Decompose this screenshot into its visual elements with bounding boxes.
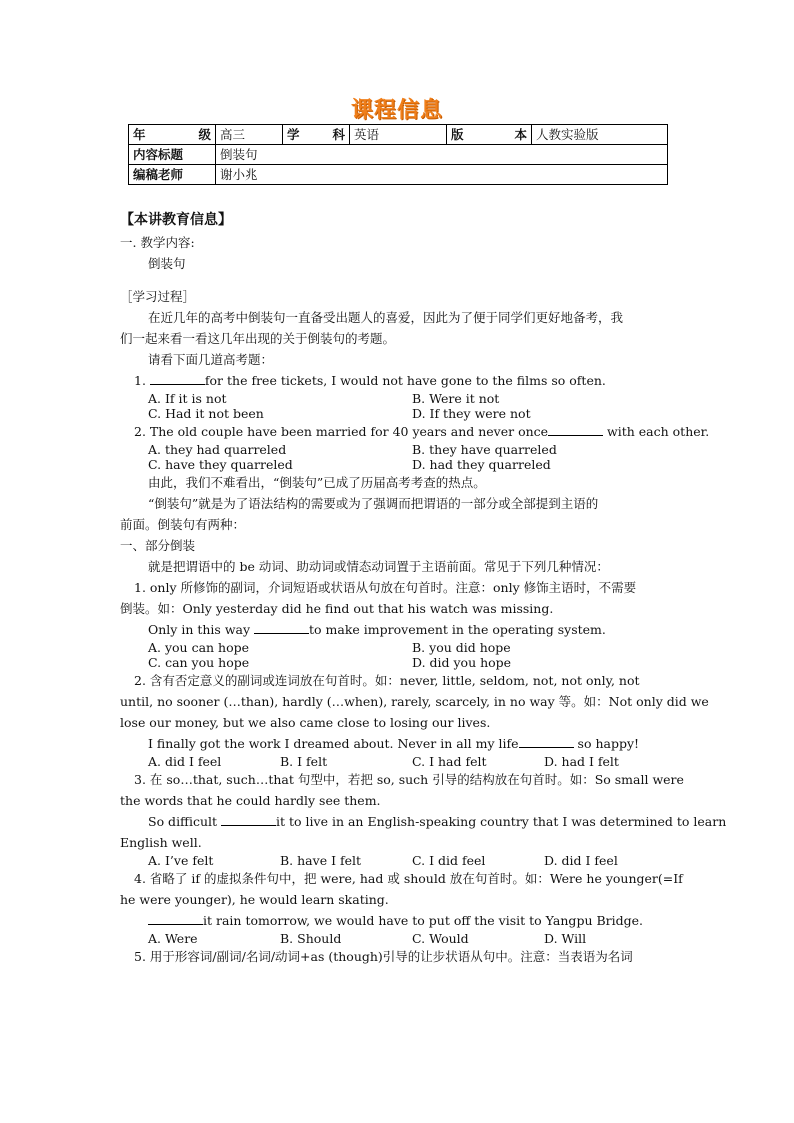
subject-value: 英语	[350, 125, 447, 145]
rule-5: 5. 用于形容词/副词/名词/动词+as (though)引导的让步状语从句中。注意：当表语为名词	[134, 949, 633, 964]
question: I finally got the work I dreamed about. Never in all my life so happy!	[148, 736, 640, 751]
options	[120, 853, 676, 868]
option: D. did you hope	[412, 655, 512, 670]
paragraph: 就是把谓语中的 be 动词、助动词或情态动词置于主语前面。常见于下列几种情况：	[148, 559, 609, 574]
rule-3: 3. 在 so…that, such…that 句型中，若把 so, such 引导的结构放在句首时。如：So small were	[134, 772, 684, 787]
edition-value: 人教实验版	[532, 125, 668, 145]
topic-value: 倒装句	[216, 145, 668, 165]
answer-blank	[150, 372, 205, 385]
option: B. have I felt	[280, 853, 362, 868]
question-continued: English well.	[120, 835, 202, 850]
question-1: 1. for the free tickets, I would not have gone to the films so often.	[134, 373, 606, 388]
edition-label: 版 本	[451, 127, 527, 142]
paragraph: 们一起来看一看这几年出现的关于倒装句的考题。	[120, 331, 396, 346]
option: B. you did hope	[412, 640, 511, 655]
section-content: 倒装句	[148, 256, 186, 271]
grade-label: 年 级	[133, 127, 211, 142]
answer-blank	[148, 912, 203, 925]
option: A. If it is not	[148, 391, 227, 406]
topic-label: 内容标题	[129, 145, 216, 165]
option: B. I felt	[280, 754, 328, 769]
paragraph: 请看下面几道高考题：	[148, 352, 274, 367]
teacher-value: 谢小兆	[216, 165, 668, 185]
table-row	[129, 125, 668, 145]
option: A. did I feel	[148, 754, 222, 769]
option: C. Would	[412, 931, 469, 946]
option: B. Should	[280, 931, 342, 946]
answer-blank	[254, 621, 309, 634]
option: D. had I felt	[544, 754, 619, 769]
paragraph: 由此，我们不难看出，“倒装句”已成了历届高考考查的热点。	[148, 475, 486, 490]
rule-2-text: until, no sooner (…than), hardly (…when), rarely, scarcely, in no way 等。如：Not only did we	[120, 694, 709, 709]
rule-2-text: lose our money, but we also came close to losing our lives.	[120, 715, 491, 730]
answer-blank	[221, 813, 276, 826]
table-row	[129, 145, 668, 165]
answer-blank	[519, 735, 574, 748]
paragraph: “倒装句”就是为了语法结构的需要或为了强调而把谓语的一部分或全部提到主语的	[148, 496, 599, 511]
part-title: 一、部分倒装	[120, 538, 196, 553]
subject-label: 学 科	[287, 127, 345, 142]
options	[120, 931, 676, 946]
option: D. did I feel	[544, 853, 618, 868]
option: C. Had it not been	[148, 406, 264, 421]
option: C. have they quarreled	[148, 457, 293, 472]
option: A. you can hope	[148, 640, 250, 655]
lesson-content	[120, 208, 727, 967]
paragraph: 前面。倒装句有两种：	[120, 517, 246, 532]
section-heading: 【本讲教育信息】	[120, 212, 232, 228]
options	[120, 391, 676, 406]
options	[120, 655, 676, 670]
grade-value: 高三	[216, 125, 283, 145]
question: Only in this way to make improvement in the operating system.	[148, 622, 606, 637]
options	[120, 457, 676, 472]
options	[120, 406, 676, 421]
option: C. can you hope	[148, 655, 250, 670]
table-row	[129, 165, 668, 185]
answer-blank	[548, 423, 603, 436]
question: So difficult it to live in an English-speaking country that I was determined to learn	[148, 814, 727, 829]
rule-1-example: 倒装。如：Only yesterday did he find out that his watch was missing.	[120, 601, 554, 616]
option: A. they had quarreled	[148, 442, 287, 457]
question: it rain tomorrow, we would have to put off the visit to Yangpu Bridge.	[120, 910, 676, 931]
rule-4-text: he were younger), he would learn skating.	[120, 892, 389, 907]
options	[120, 640, 676, 655]
options	[120, 442, 676, 457]
process-title: ［学习过程］	[120, 289, 196, 304]
option: D. had they quarreled	[412, 457, 551, 472]
section-title: 一. 教学内容:	[120, 235, 195, 250]
option: A. I’ve felt	[148, 853, 214, 868]
option: B. Were it not	[412, 391, 500, 406]
teacher-label: 编稿老师	[129, 165, 216, 185]
option: A. Were	[148, 931, 198, 946]
option: D. Will	[544, 931, 587, 946]
question-2: 2. The old couple have been married for 40 years and never once with each other.	[134, 424, 710, 439]
rule-3-text: the words that he could hardly see them.	[120, 793, 381, 808]
course-info-table	[128, 124, 668, 185]
page-title: 课程信息	[350, 98, 443, 123]
option: C. I did feel	[412, 853, 486, 868]
rule-2: 2. 含有否定意义的副词或连词放在句首时。如：never, little, seldom, not, not only, not	[134, 673, 640, 688]
option: B. they have quarreled	[412, 442, 557, 457]
rule-1: 1. only 所修饰的副词，介词短语或状语从句放在句首时。注意：only 修饰主语时，不需要	[134, 580, 637, 595]
option: C. I had felt	[412, 754, 487, 769]
options	[120, 754, 676, 769]
paragraph: 在近几年的高考中倒装句一直备受出题人的喜爱，因此为了便于同学们更好地备考，我	[148, 310, 624, 325]
rule-4: 4. 省略了 if 的虚拟条件句中，把 were, had 或 should 放在句首时。如：Were he younger(=If	[134, 871, 683, 886]
option: D. If they were not	[412, 406, 531, 421]
